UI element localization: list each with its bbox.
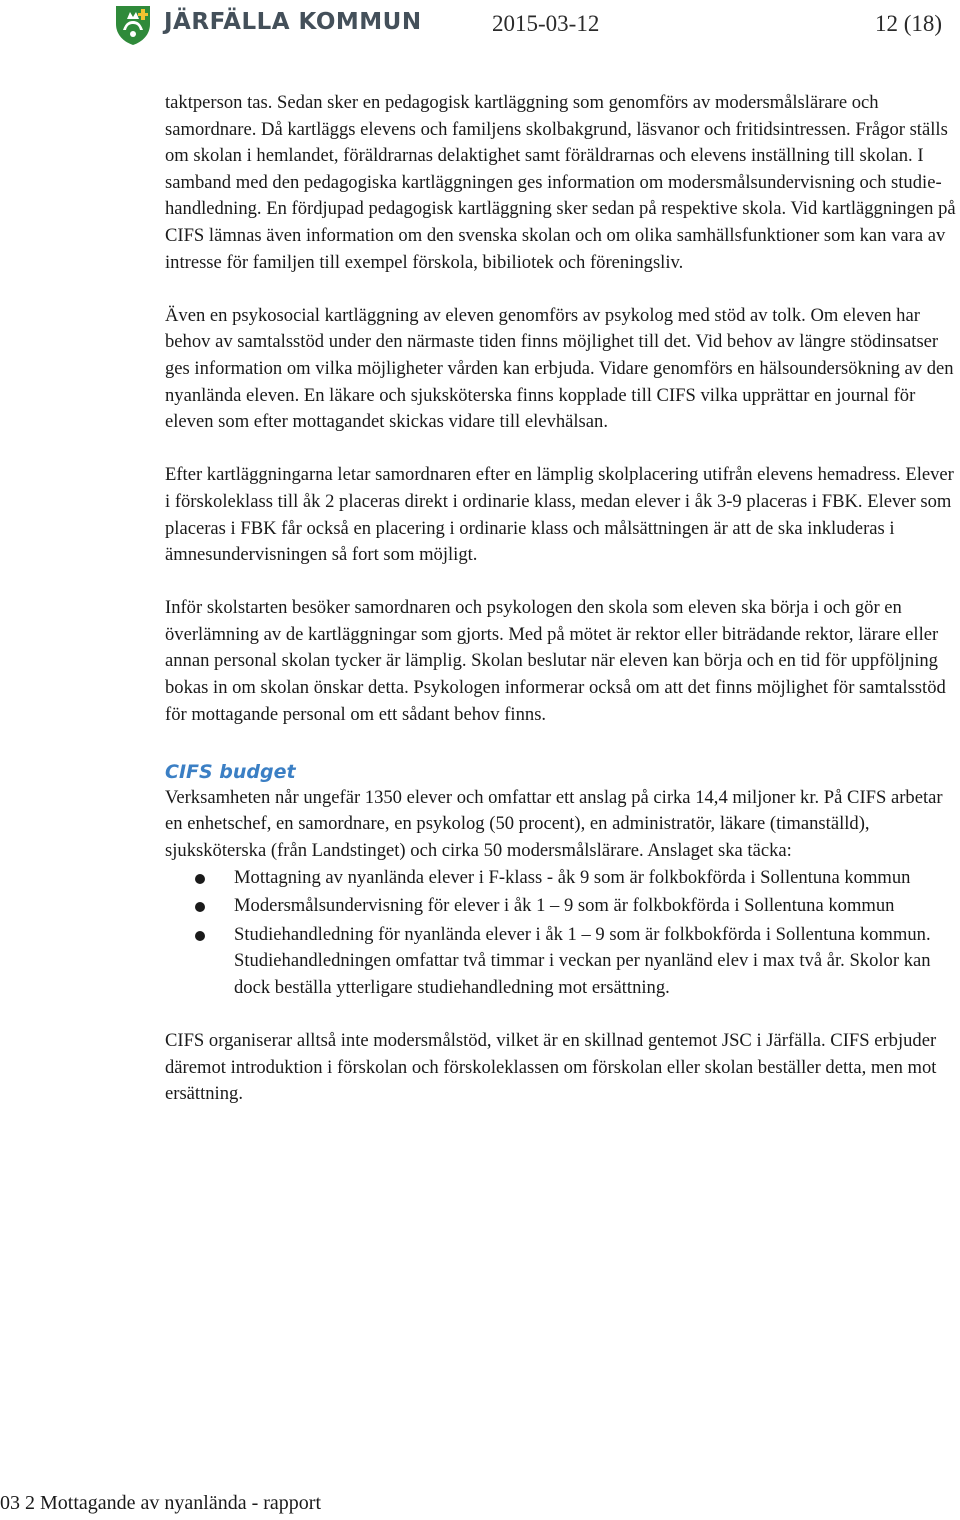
document-body [165, 90, 959, 1135]
list-item [165, 922, 959, 1002]
list-item-text: Mottagning av nyanlända elever i F-klass - åk 9 som är folkbokförda i Sollentuna kommun [234, 866, 911, 888]
paragraph-skolplacering: Efter kartläggningarna letar samordnaren efter en lämplig skolplacering utifrån elevens hemadress. Elever i förskoleklass till åk 2 placeras direkt i ordinarie klass, medan elever i åk 3-9 placeras i FBK. Elever som placeras i FBK får också en placering i ordinarie klass och målsättningen är att de ska inkluderas i ämnesundervisningen så fort som möjligt. [165, 464, 954, 566]
jarfalla-shield-logo-icon [114, 4, 152, 46]
paragraph-closing: CIFS organiserar alltså inte modersmålstöd, vilket är en skillnad gentemot JSC i Järfälla. CIFS erbjuder däremot introduktion i förskolan och förskoleklassen om förskolan eller skolan beställer detta, men mot ersättning. [165, 1030, 937, 1105]
bullet-icon [195, 874, 205, 884]
list-item [165, 865, 959, 892]
list-item-text: Modersmålsundervisning för elever i åk 1 – 9 som är folkbokförda i Sollentuna kommun [234, 895, 895, 917]
page-number: 12 (18) [875, 11, 943, 36]
bullet-icon [195, 931, 205, 941]
list-item-text: Studiehandledning för nyanlända elever i åk 1 – 9 som är folkbokförda i Sollentuna kommun. Studiehandledningen omfattar två timmar i veckan per nyanländ elev i max två år. Skolor kan dock beställa ytterligare studiehandledning mot ersättning. [234, 923, 931, 998]
brand-name: JÄRFÄLLA KOMMUN [164, 9, 422, 35]
section-intro: Verksamheten når ungefär 1350 elever och omfattar ett anslag på cirka 14,4 miljoner kr. På CIFS arbetar en enhetschef, en samordnare, en psykolog (50 procent), en administratör, läkare (timanställd), sjuksköterska (från Landstinget) och cirka 50 modersmålslärare. Anslaget ska täcka: [165, 786, 943, 862]
page-header [0, 0, 960, 52]
list-item [165, 893, 959, 920]
page-footer: 03 2 Mottagande av nyanlända - rapport [0, 1492, 322, 1514]
paragraph-kartlaggning: taktperson tas. Sedan sker en pedagogisk kartläggning som genomförs av modersmålslärare och samordnare. Då kartläggs elevens och familjens skolbakgrund, läsvanor och fritidsintressen. Frågor ställs om skolan i hemlandet, föräldrarnas delaktighet samt föräldrarnas och elevens inställning till skolan. I samband med den pedagogiska kartläggningen ges information om modersmålsundervisning och studiehandledning. En fördjupad pedagogisk kartläggning sker sedan på respektive skola. Vid kartläggningen på CIFS lämnas även information om den svenska skolan och om olika samhällsfunktioner som kan vara av intresse för familjen till exempel förskola, bibiliotek och föreningsliv. [165, 92, 956, 273]
bullet-icon [195, 902, 205, 912]
paragraph-skolstart: Inför skolstarten besöker samordnaren och psykologen den skola som eleven ska börja i och gör en överlämning av de kartläggningar som gjorts. Med på mötet är rektor eller biträdande rektor, lärare eller annan personal skolan tycker är lämplig. Skolan beslutar när eleven kan börja och en tid för uppföljning bokas in om skolan önskar detta. Psykologen informerar också om att det finns möjlighet för samtalsstöd för mottagande personal om ett sådant behov finns. [165, 597, 946, 725]
paragraph-psykosocial: Även en psykosocial kartläggning av eleven genomförs av psykolog med stöd av tolk. Om eleven har behov av samtalsstöd under den närmaste tiden finns möjlighet till det. Vid behov av längre stödinsatser ges information om vilka möjligheter vården kan erbjuda. Vidare genomförs en hälsoundersökning av den nyanlända eleven. En läkare och sjuksköterska finns kopplade till CIFS vilka upprättar en journal för eleven som efter mottagandet skickas vidare till elevhälsan. [165, 304, 954, 433]
section-heading: CIFS budget [165, 760, 296, 783]
budget-bullet-list [165, 865, 959, 1002]
document-date: 2015-03-12 [492, 11, 600, 36]
